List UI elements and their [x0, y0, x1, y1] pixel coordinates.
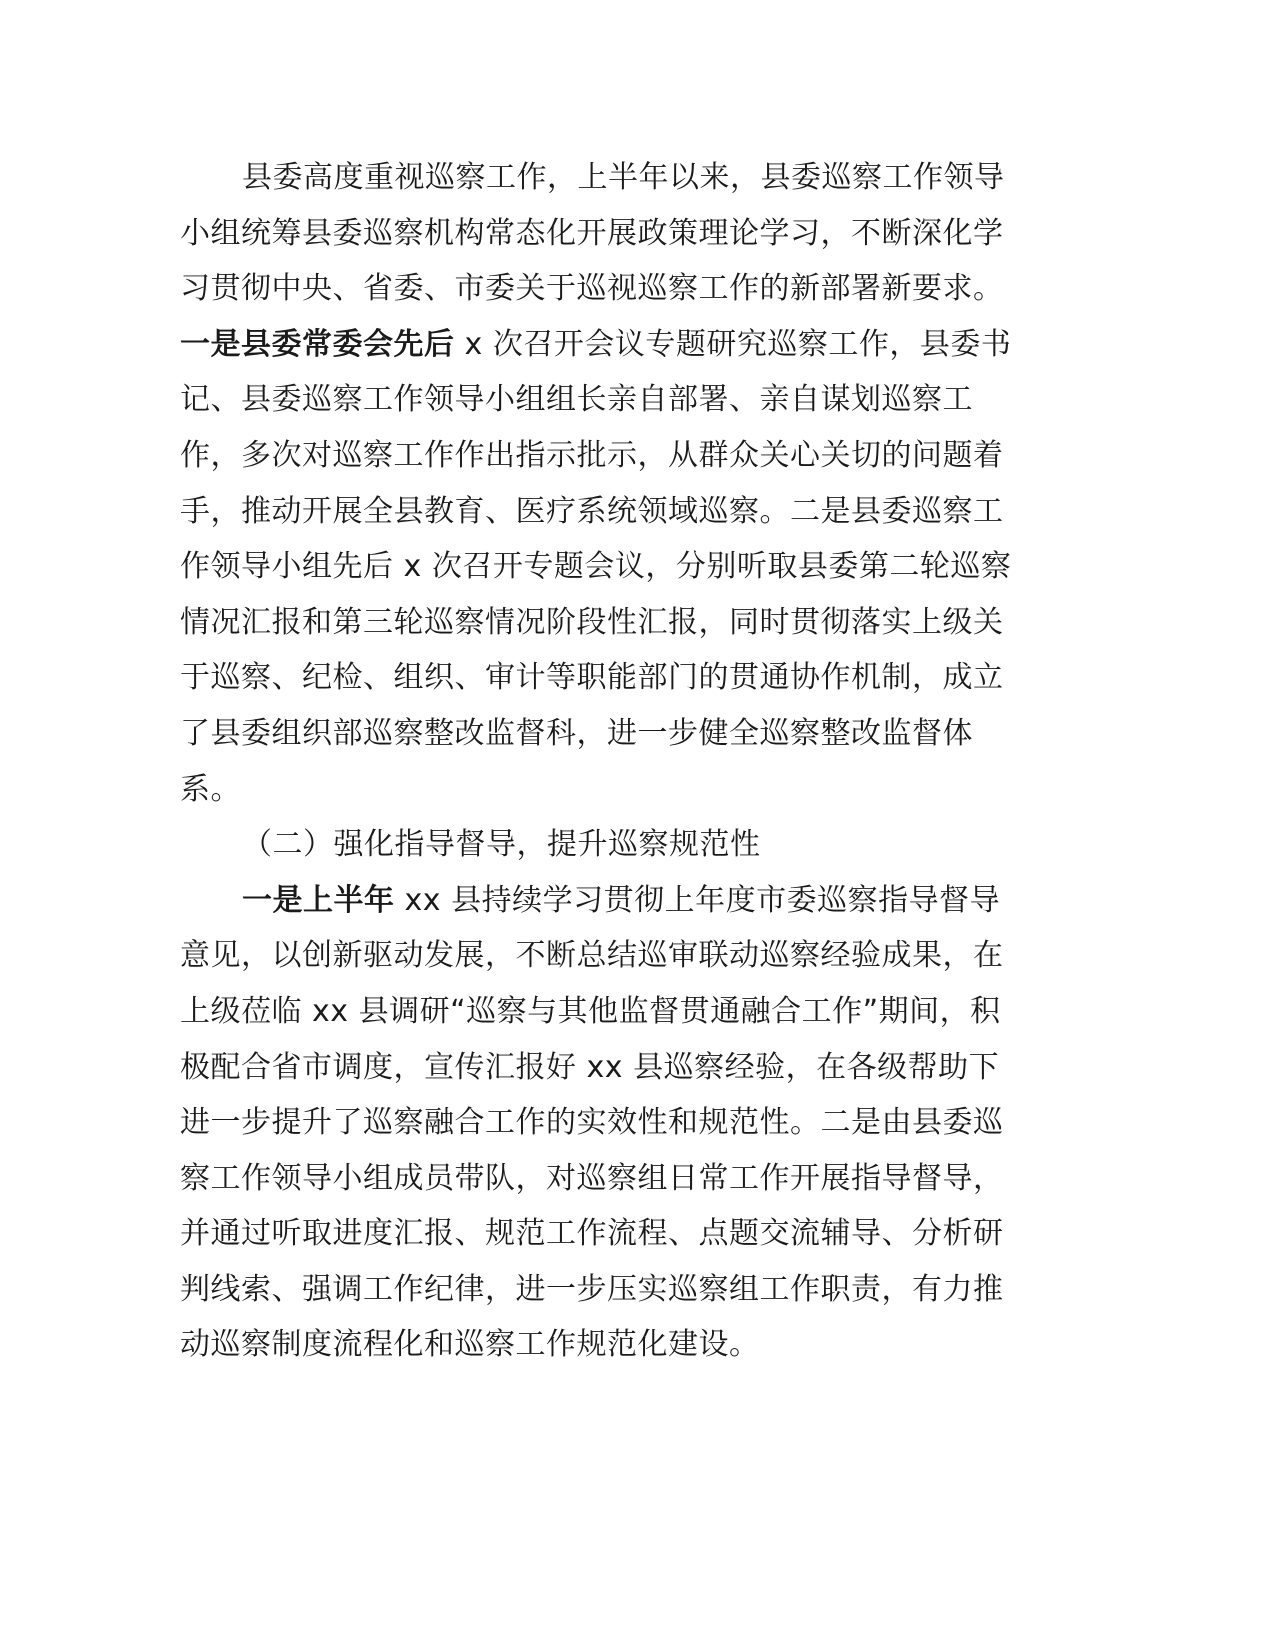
- paragraph-1-emphasis: 一是县委常委会先后: [180, 326, 455, 362]
- section-heading: （二）强化指导督导，提升巡察规范性: [242, 827, 761, 863]
- paragraph-1-line-3: 习贯彻中央、省委、市委关于巡视巡察工作的新部署新要求。: [180, 271, 1004, 307]
- paragraph-2-line-1: [180, 873, 1040, 929]
- paragraph-2-emphasis: 一是上半年: [242, 882, 395, 918]
- paragraph-2-line-2: 意见，以创新驱动发展，不断总结巡审联动巡察经验成果，在: [180, 938, 1004, 974]
- paragraph-1-line-2: 小组统筹县委巡察机构常态化开展政策理论学习，不断深化学: [180, 215, 1004, 251]
- paragraph-2-line-6: 察工作领导小组成员带队，对巡察组日常工作开展指导督导，: [180, 1160, 1004, 1196]
- paragraph-2-line-8: 判线索、强调工作纪律，进一步压实巡察组工作职责，有力推: [180, 1271, 1004, 1307]
- document-body: [180, 150, 1040, 1373]
- paragraph-1-line-11: 了县委组织部巡察整改监督科，进一步健全巡察整改监督体: [180, 715, 973, 751]
- paragraph-2-line-1-text: xx 县持续学习贯彻上年度市委巡察指导督导: [394, 882, 1001, 918]
- paragraph-2-line-7: 并通过听取进度汇报、规范工作流程、点题交流辅导、分析研: [180, 1216, 1004, 1252]
- paragraph-2-line-3: 上级莅临 xx 县调研“巡察与其他监督贯通融合工作”期间，积: [180, 993, 1001, 1029]
- paragraph-1-line-8: 作领导小组先后 x 次召开专题会议，分别听取县委第二轮巡察: [180, 549, 1012, 585]
- paragraph-1-line-4-text: x 次召开会议专题研究巡察工作，县委书: [454, 326, 1012, 362]
- paragraph-1-line-10: 于巡察、纪检、组织、审计等职能部门的贯通协作机制，成立: [180, 660, 1004, 696]
- paragraph-2-line-4: 极配合省市调度，宣传汇报好 xx 县巡察经验，在各级帮助下: [180, 1049, 1000, 1085]
- paragraph-1-line-6: 作，多次对巡察工作作出指示批示，从群众关心关切的问题着: [180, 437, 1004, 473]
- paragraph-1-line-7: 手，推动开展全县教育、医疗系统领域巡察。二是县委巡察工: [180, 493, 1004, 529]
- paragraph-1-line-1: 县委高度重视巡察工作，上半年以来，县委巡察工作领导: [242, 160, 1005, 195]
- paragraph-2-line-9: 动巡察制度流程化和巡察工作规范化建设。: [180, 1327, 760, 1363]
- paragraph-1-line-9: 情况汇报和第三轮巡察情况阶段性汇报，同时贯彻落实上级关: [180, 604, 1004, 640]
- paragraph-1-line-12: 系。: [180, 771, 241, 807]
- paragraph-2-line-5: 进一步提升了巡察融合工作的实效性和规范性。二是由县委巡: [180, 1105, 1004, 1141]
- paragraph-1-line-5: 记、县委巡察工作领导小组组长亲自部署、亲自谋划巡察工: [180, 382, 973, 418]
- paragraph-1-line-4: [180, 317, 1040, 373]
